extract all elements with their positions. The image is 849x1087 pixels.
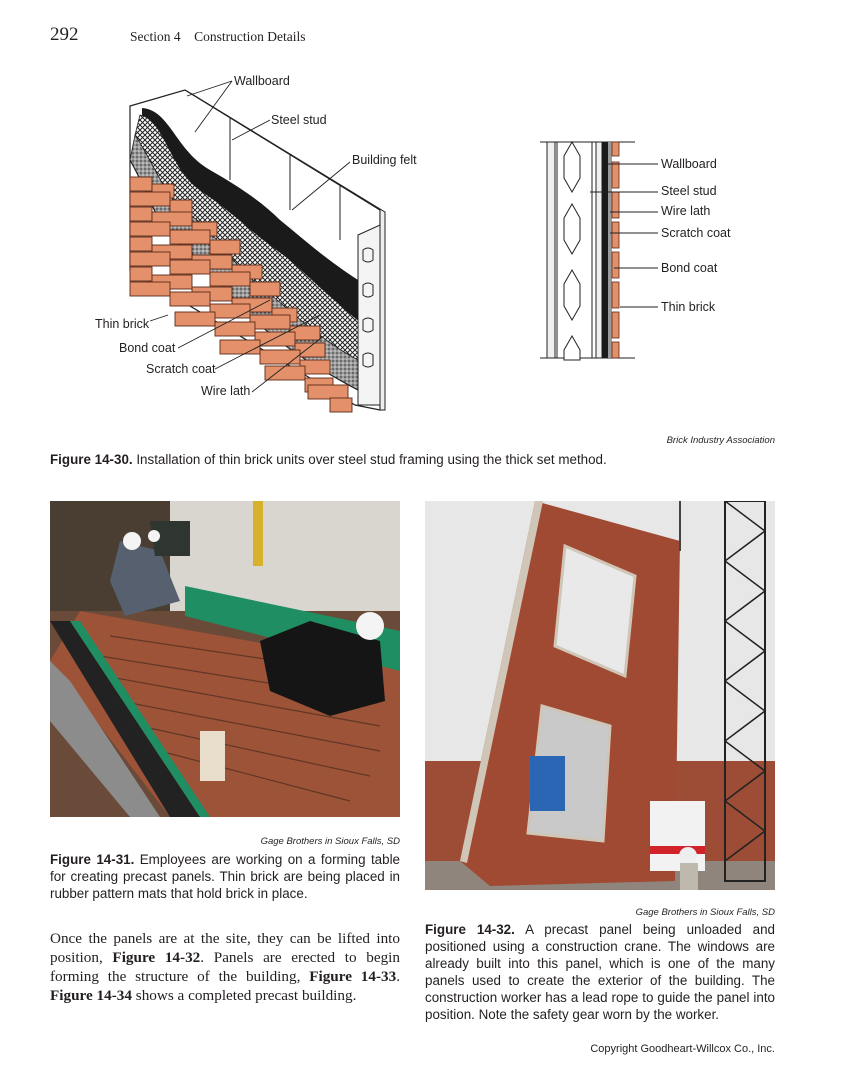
figure-14-30-caption-text: Installation of thin brick units over steel stud framing using the thick set method. [132,452,607,467]
label-building-felt: Building felt [352,153,417,167]
section-label-scratch-coat: Scratch coat [661,226,731,240]
label-wallboard: Wallboard [234,74,290,88]
section-label-wallboard: Wallboard [661,157,717,171]
body-text: Once the panels are at the site, they can be lifted into position, [50,930,400,966]
figure-14-32-label: Figure 14-32. [425,922,515,937]
body-paragraph [50,929,400,1005]
figure-14-31-label: Figure 14-31. [50,852,135,867]
section-label-steel-stud: Steel stud [661,184,717,198]
wall-section-diagram [540,140,660,365]
figure-14-31-caption [50,851,400,902]
page-number: 292 [50,24,79,45]
label-scratch-coat: Scratch coat [146,362,216,376]
figure-14-31-caption-text: Employees are working on a forming table for creating precast panels. Thin brick are being placed in rubber pattern mats that hold brick in place. [50,852,401,901]
photo-precast-panel-crane [425,501,775,890]
figure-14-30-caption [50,451,790,468]
body-text: shows a completed precast building. [131,987,357,1004]
label-bond-coat: Bond coat [119,341,176,355]
figure-14-32-caption [425,921,775,1023]
figure-14-32-credit: Gage Brothers in Sioux Falls, SD [635,907,775,918]
figure-14-32-caption-text: A precast panel being unloaded and positioned using a construction crane. The windows are already built into this panel, which is one of the many panels used to create the exterior of the building. The construction worker has a lead rope to guide the panel into position. Note the safety gear worn by the worker. [425,922,775,1022]
figure-14-30-credit: Brick Industry Association [666,435,775,446]
label-wire-lath: Wire lath [201,384,251,398]
section-label-thin-brick: Thin brick [661,300,716,314]
label-thin-brick: Thin brick [95,317,150,331]
figure-reference: Figure 14-32 [112,949,201,966]
figure-14-30-label: Figure 14-30. [50,452,133,467]
figure-reference: Figure 14-34 [50,987,132,1004]
body-text: . [396,968,401,985]
isometric-wall-diagram [80,60,440,420]
figure-reference: Figure 14-33 [309,968,397,985]
body-text: . Panels are erected to begin forming the structure of the building, [50,949,400,985]
label-steel-stud: Steel stud [271,113,327,127]
running-head: Section 4 Construction Details [130,29,306,44]
photo-forming-table [50,501,400,817]
section-label-wire-lath: Wire lath [661,204,711,218]
copyright-footer: Copyright Goodheart-Willcox Co., Inc. [590,1043,775,1055]
section-label-bond-coat: Bond coat [661,261,718,275]
figure-14-31-credit: Gage Brothers in Sioux Falls, SD [260,836,400,847]
